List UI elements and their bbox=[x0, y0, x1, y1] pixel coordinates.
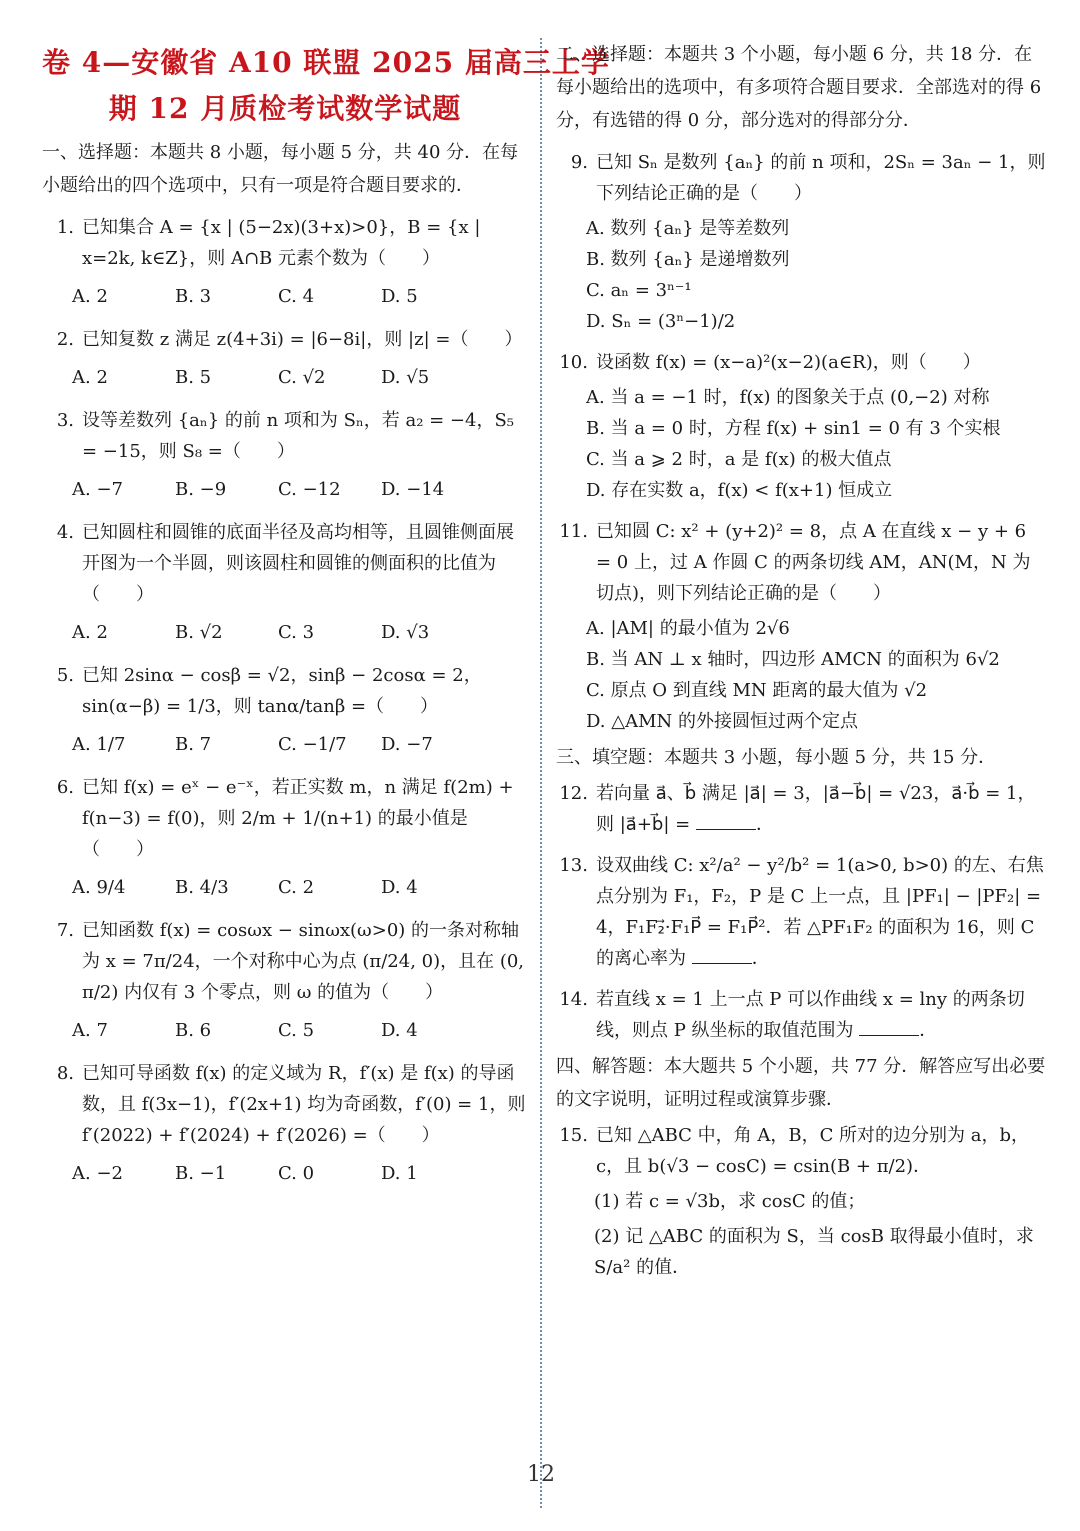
option-a: A. |AM| 的最小值为 2√6 bbox=[586, 618, 790, 639]
option-c: C. aₙ = 3ⁿ⁻¹ bbox=[586, 280, 692, 301]
section-2-header: 二、选择题：本题共 3 个小题，每小题 6 分，共 18 分．在每小题给出的选项中，有多项符合题目要求．全部选对的得 6 分，有选错的得 0 分，部分选对的得部分分． bbox=[556, 44, 1042, 131]
options bbox=[72, 280, 528, 314]
option-b: B. 3 bbox=[175, 286, 212, 307]
question-text: 若向量 a⃗、b⃗ 满足 |a⃗| = 3，|a⃗−b⃗| = √23，a⃗·b⃗ = 1，则 |a⃗+b⃗| = bbox=[596, 783, 1036, 835]
options bbox=[72, 473, 528, 507]
question-13 bbox=[556, 850, 1046, 974]
question-number: 6. bbox=[56, 777, 74, 798]
option-c: C. −1/7 bbox=[278, 734, 347, 755]
option-a: A. 7 bbox=[72, 1020, 108, 1041]
question-number: 3. bbox=[56, 410, 74, 431]
option-d: D. 1 bbox=[381, 1163, 418, 1184]
question-2 bbox=[42, 324, 528, 395]
question-text: 已知可导函数 f(x) 的定义域为 R，f′(x) 是 f(x) 的导函数，且 f(3x−1)，f′(2x+1) 均为奇函数，f′(0) = 1，则 f′(2022) + f′(2024) + f′(2026) =（ ） bbox=[82, 1063, 526, 1146]
option-a: A. 9/4 bbox=[72, 877, 126, 898]
option-a: A. 2 bbox=[72, 367, 108, 388]
question-number: 10. bbox=[559, 352, 588, 373]
options bbox=[586, 613, 1046, 737]
option-b: B. 7 bbox=[175, 734, 212, 755]
question-1 bbox=[42, 212, 528, 314]
question-number: 12. bbox=[559, 783, 588, 804]
question-number: 14. bbox=[559, 989, 588, 1010]
exam-title bbox=[42, 40, 610, 132]
question-tail: ． bbox=[919, 1020, 938, 1041]
options bbox=[586, 382, 1046, 506]
question-text: 设函数 f(x) = (x−a)²(x−2)(a∈R)，则（ ） bbox=[596, 352, 981, 373]
question-text: 已知圆 C: x² + (y+2)² = 8，点 A 在直线 x − y + 6 = 0 上，过 A 作圆 C 的两条切线 AM，AN(M，N 为切点)，则下列结论正确的是（ ） bbox=[596, 521, 1031, 604]
column-divider bbox=[540, 38, 542, 1508]
option-d: D. √5 bbox=[381, 367, 430, 388]
option-b: B. 6 bbox=[175, 1020, 212, 1041]
answer-blank bbox=[859, 1017, 919, 1036]
question-8 bbox=[42, 1058, 528, 1191]
answer-blank bbox=[696, 811, 756, 830]
question-number: 2. bbox=[56, 329, 74, 350]
option-c: C. 4 bbox=[278, 286, 315, 307]
option-a: A. −7 bbox=[72, 479, 123, 500]
options bbox=[72, 871, 528, 905]
option-c: C. 2 bbox=[278, 877, 315, 898]
option-d: D. △AMN 的外接圆恒过两个定点 bbox=[586, 711, 858, 732]
question-number: 11. bbox=[559, 521, 588, 542]
question-number: 4. bbox=[56, 522, 74, 543]
question-tail: ． bbox=[751, 948, 770, 969]
option-b: B. 数列 {aₙ} 是递增数列 bbox=[586, 249, 790, 270]
option-b: B. 当 AN ⊥ x 轴时，四边形 AMCN 的面积为 6√2 bbox=[586, 649, 1000, 670]
option-d: D. 存在实数 a，f(x) < f(x+1) 恒成立 bbox=[586, 480, 893, 501]
question-text: 设等差数列 {aₙ} 的前 n 项和为 Sₙ，若 a₂ = −4，S₅ = −15，则 S₈ =（ ） bbox=[82, 410, 515, 462]
option-c: C. √2 bbox=[278, 367, 326, 388]
question-text: 已知 2sinα − cosβ = √2，sinβ − 2cosα = 2，sin(α−β) = 1/3，则 tanα/tanβ =（ ） bbox=[82, 665, 482, 717]
question-text: 若直线 x = 1 上一点 P 可以作曲线 x = lny 的两条切线，则点 P 纵坐标的取值范围为 bbox=[596, 989, 1025, 1041]
options bbox=[72, 616, 528, 650]
section-1-header: 一、选择题：本题共 8 小题，每小题 5 分，共 40 分．在每小题给出的四个选项中，只有一项是符合题目要求的． bbox=[42, 142, 519, 196]
options bbox=[72, 728, 528, 762]
section-4-header: 四、解答题：本大题共 5 个小题，共 77 分．解答应写出必要的文字说明，证明过程或演算步骤． bbox=[556, 1056, 1046, 1110]
option-c: C. 当 a ⩾ 2 时，a 是 f(x) 的极大值点 bbox=[586, 449, 892, 470]
options bbox=[72, 361, 528, 395]
question-text: 已知 Sₙ 是数列 {aₙ} 的前 n 项和，2Sₙ = 3aₙ − 1，则下列结论正确的是（ ） bbox=[596, 152, 1046, 204]
option-a: A. 1/7 bbox=[72, 734, 126, 755]
option-c: C. 0 bbox=[278, 1163, 315, 1184]
option-c: C. 3 bbox=[278, 622, 315, 643]
question-7 bbox=[42, 915, 528, 1048]
question-number: 7. bbox=[56, 920, 74, 941]
question-tail: ． bbox=[755, 814, 774, 835]
sub-question-1: (1) 若 c = √3b，求 cosC 的值； bbox=[594, 1191, 866, 1212]
option-b: B. 5 bbox=[175, 367, 212, 388]
option-b: B. 当 a = 0 时，方程 f(x) + sin1 = 0 有 3 个实根 bbox=[586, 418, 1001, 439]
options bbox=[72, 1014, 528, 1048]
option-b: B. −9 bbox=[175, 479, 227, 500]
question-number: 13. bbox=[559, 855, 588, 876]
question-6 bbox=[42, 772, 528, 905]
section-3-header: 三、填空题：本题共 3 小题，每小题 5 分，共 15 分． bbox=[556, 747, 997, 768]
question-text: 已知复数 z 满足 z(4+3i) = |6−8i|，则 |z| =（ ） bbox=[82, 329, 523, 350]
question-3 bbox=[42, 405, 528, 507]
option-c: C. 5 bbox=[278, 1020, 315, 1041]
option-b: B. −1 bbox=[175, 1163, 227, 1184]
question-number: 8. bbox=[56, 1063, 74, 1084]
question-14 bbox=[556, 984, 1046, 1046]
question-text: 已知 f(x) = eˣ − e⁻ˣ，若正实数 m，n 满足 f(2m) + f(n−3) = f(0)，则 2/m + 1/(n+1) 的最小值是（ ） bbox=[82, 777, 514, 860]
option-a: A. 2 bbox=[72, 622, 108, 643]
question-10 bbox=[556, 347, 1046, 506]
question-12 bbox=[556, 778, 1046, 840]
question-number: 5. bbox=[56, 665, 74, 686]
option-b: B. 4/3 bbox=[175, 877, 229, 898]
question-9 bbox=[556, 147, 1046, 337]
question-text: 设双曲线 C: x²/a² − y²/b² = 1(a>0, b>0) 的左、右焦点分别为 F₁，F₂，P 是 C 上一点，且 |PF₁| − |PF₂| = 4，F₁F₂⃗·F₁P⃗ = F₁P⃗²．若 △PF₁F₂ 的面积为 16，则 C 的离心率为 bbox=[596, 855, 1044, 969]
option-d: D. √3 bbox=[381, 622, 430, 643]
title-line-2: 期 12 月质检考试数学试题 bbox=[108, 92, 462, 125]
question-11 bbox=[556, 516, 1046, 737]
option-a: A. 当 a = −1 时，f(x) 的图象关于点 (0,−2) 对称 bbox=[586, 387, 990, 408]
question-text: 已知集合 A = {x | (5−2x)(3+x)>0}，B = {x | x=2k, k∈Z}，则 A∩B 元素个数为（ ） bbox=[82, 217, 481, 269]
option-b: B. √2 bbox=[175, 622, 223, 643]
option-a: A. 2 bbox=[72, 286, 108, 307]
option-d: D. −14 bbox=[381, 479, 445, 500]
question-15 bbox=[556, 1120, 1046, 1283]
option-d: D. 4 bbox=[381, 877, 418, 898]
option-d: D. 5 bbox=[381, 286, 418, 307]
page-number: 12 bbox=[527, 1462, 555, 1487]
option-a: A. −2 bbox=[72, 1163, 123, 1184]
question-text: 已知圆柱和圆锥的底面半径及高均相等，且圆锥侧面展开图为一个半圆，则该圆柱和圆锥的侧面积的比值为（ ） bbox=[82, 522, 514, 605]
question-4 bbox=[42, 517, 528, 650]
right-column bbox=[556, 0, 1046, 1283]
question-number: 9. bbox=[570, 152, 588, 173]
option-d: D. 4 bbox=[381, 1020, 418, 1041]
answer-blank bbox=[692, 945, 752, 964]
options bbox=[72, 1157, 528, 1191]
question-text: 已知 △ABC 中，角 A，B，C 所对的边分别为 a，b，c，且 b(√3 − cosC) = csin(B + π/2)． bbox=[596, 1125, 1030, 1177]
question-5 bbox=[42, 660, 528, 762]
option-c: C. 原点 O 到直线 MN 距离的最大值为 √2 bbox=[586, 680, 928, 701]
option-d: D. −7 bbox=[381, 734, 433, 755]
title-line-1: 卷 4—安徽省 A10 联盟 2025 届高三上学 bbox=[42, 46, 610, 79]
question-number: 1. bbox=[56, 217, 74, 238]
option-a: A. 数列 {aₙ} 是等差数列 bbox=[586, 218, 790, 239]
question-number: 15. bbox=[559, 1125, 588, 1146]
option-d: D. Sₙ = (3ⁿ−1)/2 bbox=[586, 311, 736, 332]
sub-question-2: (2) 记 △ABC 的面积为 S，当 cosB 取得最小值时，求 S/a² 的值． bbox=[594, 1226, 1034, 1278]
question-text: 已知函数 f(x) = cosωx − sinωx(ω>0) 的一条对称轴为 x = 7π/24，一个对称中心为点 (π/24, 0)，且在 (0, π/2) 内仅有 3 个零点，则 ω 的值为（ ） bbox=[82, 920, 525, 1003]
options bbox=[586, 213, 1046, 337]
option-c: C. −12 bbox=[278, 479, 341, 500]
